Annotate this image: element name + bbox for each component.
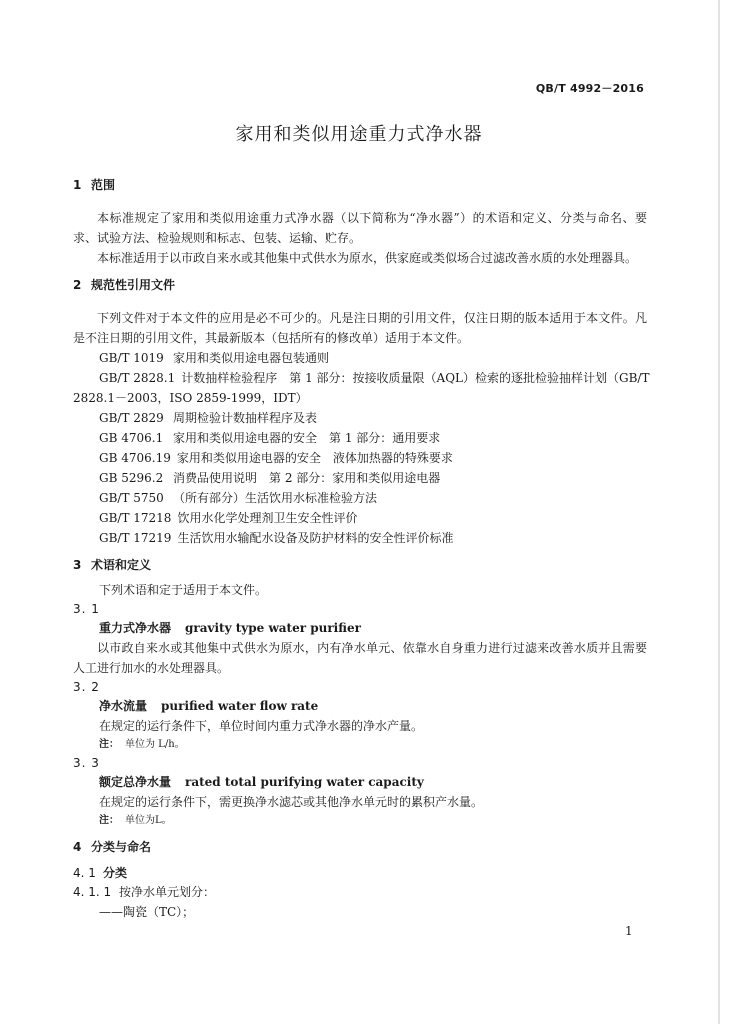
page-edge [718, 0, 720, 1024]
term-number: 3. 1 [73, 602, 100, 616]
reference-item [73, 408, 647, 428]
section-title: 规范性引用文件 [91, 278, 176, 292]
clause-text: 按净水单元划分： [119, 885, 216, 899]
reference-title: 计数抽样检验程序 第 1 部分：按接收质量限（AQL）检索的逐批检验抽样计划（GB/T [181, 371, 650, 385]
list-item: ——陶瓷（TC）； [99, 905, 195, 919]
note-label: 注： [99, 739, 119, 750]
reference-item [73, 468, 647, 488]
section-number: 1 [73, 178, 82, 192]
reference-title: 消费品使用说明 第 2 部分：家用和类似用途电器 [173, 471, 441, 485]
clause [73, 882, 647, 902]
reference-item [73, 428, 647, 448]
section-heading [73, 838, 647, 856]
reference-title: 家用和类似用途电器的安全 液体加热器的特殊要求 [176, 451, 453, 465]
document-body [73, 176, 650, 922]
reference-title: 家用和类似用途电器的安全 第 1 部分：通用要求 [173, 431, 441, 445]
section-number: 4 [73, 840, 82, 854]
term-number: 3. 2 [73, 680, 100, 694]
reference-continuation: 2828.1－2003，ISO 2859-1999，IDT） [73, 391, 308, 405]
note [73, 736, 647, 754]
term-zh: 重力式净水器 [99, 621, 172, 635]
section-title: 范围 [91, 178, 116, 192]
reference-title: 周期检验计数抽样程序及表 [173, 411, 318, 425]
reference-code: GB/T 5750 [99, 491, 164, 505]
reference-item [73, 508, 647, 528]
reference-code: GB/T 17218 [99, 511, 172, 525]
subsection-title: 分类 [103, 866, 128, 880]
reference-code: GB/T 2829 [99, 411, 164, 425]
term-en: rated total purifying water capacity [185, 775, 424, 789]
reference-item [73, 448, 647, 468]
reference-item [73, 348, 647, 368]
reference-title: 家用和类似用途电器包装通则 [173, 351, 330, 365]
reference-code: GB 4706.19 [99, 451, 171, 465]
term-heading [73, 618, 647, 638]
clause-number: 4. 1. 1 [73, 885, 112, 899]
section-number: 3 [73, 558, 82, 572]
term-en: purified water flow rate [161, 699, 319, 713]
paragraph: 本标准适用于以市政自来水或其他集中式供水为原水，供家庭或类似场合过滤改善水质的水处理器具。 [97, 251, 638, 265]
note [73, 812, 647, 830]
reference-item [73, 368, 650, 388]
subsection-number: 4. 1 [73, 866, 96, 880]
term-definition: 在规定的运行条件下，需更换净水滤芯或其他净水单元时的累积产水量。 [99, 795, 484, 809]
reference-title: （所有部分）生活饮用水标准检验方法 [173, 491, 378, 505]
reference-title: 饮用水化学处理剂卫生安全性评价 [177, 511, 358, 525]
reference-item [73, 488, 647, 508]
doc-number: QB/T 4992－2016 [535, 82, 644, 95]
term-number: 3. 3 [73, 756, 100, 770]
section-number: 2 [73, 278, 82, 292]
note-text: 单位为 L/h。 [125, 739, 185, 750]
term-zh: 净水流量 [99, 699, 148, 713]
term-definition: 以市政自来水或其他集中式供水为原水，内有净水单元、依靠水自身重力进行过滤来改善水质并且需要人工进行加水的水处理器具。 [73, 641, 647, 675]
paragraph: 下列文件对于本文件的应用是必不可少的。凡是注日期的引用文件，仅注日期的版本适用于本文件。凡是不注日期的引用文件，其最新版本（包括所有的修改单）适用于本文件。 [73, 311, 647, 345]
subsection-heading [73, 864, 647, 882]
term-heading [73, 772, 647, 792]
reference-item [73, 528, 647, 548]
note-text: 单位为L。 [125, 815, 172, 826]
reference-code: GB/T 2828.1 [99, 371, 176, 385]
paragraph: 本标准规定了家用和类似用途重力式净水器（以下简称为“净水器”）的术语和定义、分类与命名、要求、试验方法、检验规则和标志、包装、运输、贮存。 [73, 211, 647, 245]
term-heading [73, 696, 647, 716]
paragraph: 下列术语和定于适用于本文件。 [99, 583, 268, 597]
section-title: 术语和定义 [91, 558, 152, 572]
term-en: gravity type water purifier [185, 621, 361, 635]
term-zh: 额定总净水量 [99, 775, 172, 789]
section-heading [73, 276, 647, 294]
reference-title: 生活饮用水输配水设备及防护材料的安全性评价标准 [177, 531, 454, 545]
reference-code: GB/T 1019 [99, 351, 164, 365]
reference-code: GB 4706.1 [99, 431, 164, 445]
document-title: 家用和类似用途重力式净水器 [235, 124, 483, 145]
reference-code: GB/T 17219 [99, 531, 172, 545]
note-label: 注： [99, 815, 119, 826]
section-title: 分类与命名 [91, 840, 152, 854]
section-heading [73, 176, 647, 194]
term-definition: 在规定的运行条件下，单位时间内重力式净水器的净水产量。 [99, 719, 424, 733]
section-heading [73, 556, 647, 574]
reference-code: GB 5296.2 [99, 471, 164, 485]
page-number: 1 [625, 924, 633, 938]
